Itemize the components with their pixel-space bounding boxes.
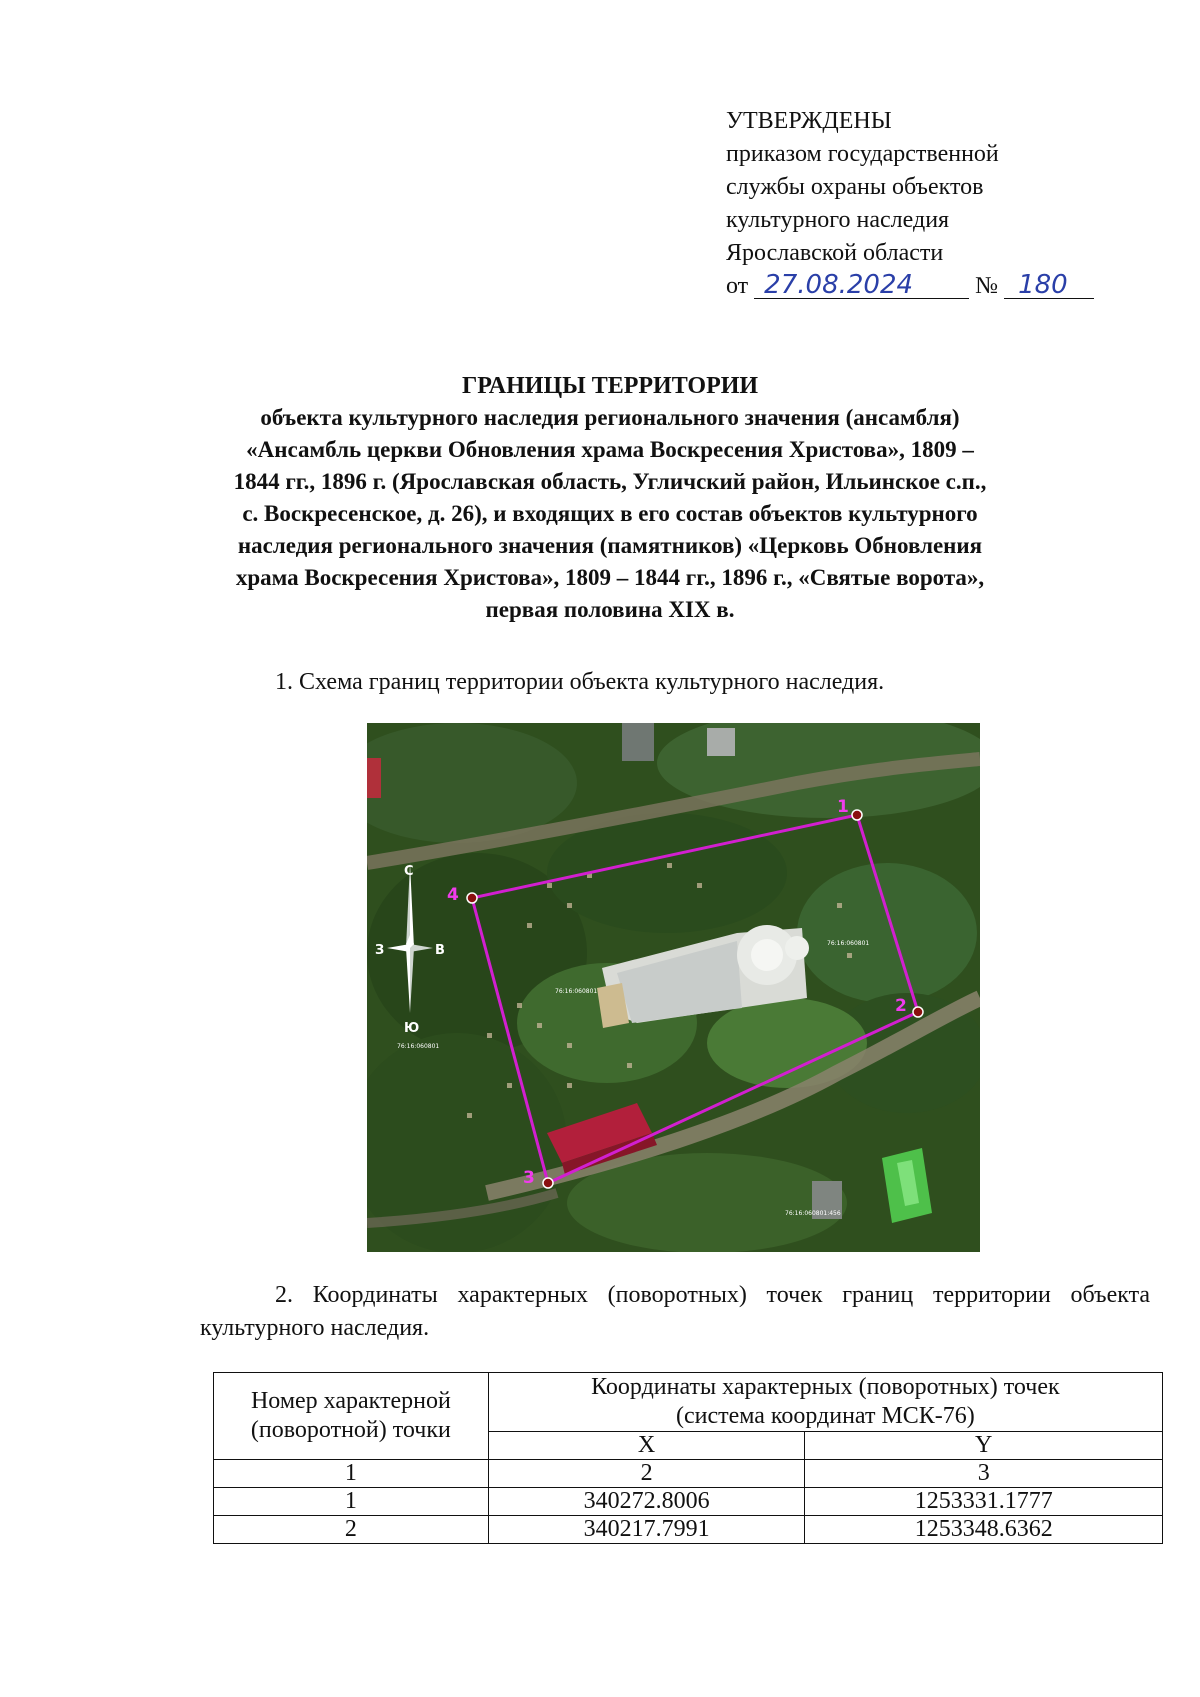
approval-line: службы охраны объектов — [726, 174, 984, 200]
numbering-cell: 1 — [214, 1460, 489, 1488]
table-header-row — [214, 1373, 1163, 1432]
y-coordinate-cell: 1253331.1777 — [805, 1488, 1163, 1516]
approval-line: Ярославской области — [726, 240, 944, 266]
header-x: X — [488, 1432, 805, 1460]
x-coordinate-cell: 340272.8006 — [488, 1488, 805, 1516]
point-label-2: 2 — [895, 996, 907, 1016]
order-date-number-line — [726, 270, 1094, 303]
table-numbering-row — [214, 1460, 1163, 1488]
compass-north: С — [404, 864, 414, 879]
boundary-point-3 — [543, 1178, 553, 1188]
section-2-heading: 2. Координаты характерных (поворотных) точек границ территории объекта культурного наследия. — [200, 1282, 1150, 1341]
from-label: от — [726, 273, 749, 299]
y-coordinate-cell: 1253348.6362 — [805, 1516, 1163, 1544]
handwritten-date: 27.08.2024 — [754, 272, 969, 299]
title-line: 1844 гг., 1896 г. (Ярославская область, Угличский район, Ильинское с.п., — [233, 469, 987, 494]
handwritten-order-number: 180 — [1004, 272, 1094, 299]
compass-west: З — [375, 943, 385, 958]
header-coordinates — [488, 1373, 1162, 1432]
parcel-label: 76:16:060801 — [397, 1043, 440, 1050]
table-row — [214, 1488, 1163, 1516]
parcel-label: 76:16:060801 — [827, 940, 870, 947]
x-coordinate-cell: 340217.7991 — [488, 1516, 805, 1544]
table-row — [214, 1516, 1163, 1544]
point-label-1: 1 — [837, 797, 849, 817]
title-line: наследия регионального значения (памятников) «Церковь Обновления — [237, 533, 983, 558]
coordinates-table — [213, 1372, 1163, 1544]
compass-east: В — [435, 943, 445, 958]
parcel-label: 76:16:060801:456 — [785, 1210, 841, 1217]
approval-line: приказом государственной — [726, 141, 999, 167]
title-line: с. Воскресенское, д. 26), и входящих в его состав объектов культурного — [242, 501, 978, 526]
boundary-point-1 — [852, 810, 862, 820]
satellite-map-image — [367, 723, 980, 1252]
section-1-heading: 1. Схема границ территории объекта культурного наследия. — [275, 669, 885, 695]
boundary-point-2 — [913, 1007, 923, 1017]
header-point-number: Номер характерной (поворотной) точки — [214, 1373, 489, 1460]
title-line: первая половина XIX в. — [485, 597, 735, 622]
number-label: № — [975, 273, 999, 299]
title-line: объекта культурного наследия регионального значения (ансамбля) — [260, 405, 960, 430]
approved-heading: УТВЕРЖДЕНЫ — [726, 108, 892, 134]
parcel-label: 76:16:060801 — [555, 988, 598, 995]
document-title — [180, 370, 1040, 626]
header-coordinates-line-1: Координаты характерных (поворотных) точек — [591, 1374, 1060, 1400]
title-line: «Ансамбль церкви Обновления храма Воскресения Христова», 1809 – — [246, 437, 974, 462]
header-coordinates-line-2: (система координат МСК-76) — [675, 1403, 975, 1429]
approval-line: культурного наследия — [726, 207, 950, 233]
point-number-cell: 1 — [214, 1488, 489, 1516]
header-y: Y — [805, 1432, 1163, 1460]
numbering-cell: 2 — [488, 1460, 805, 1488]
approval-stamp-block — [726, 105, 1094, 303]
boundary-point-4 — [467, 893, 477, 903]
point-number-cell: 2 — [214, 1516, 489, 1544]
title-line: храма Воскресения Христова», 1809 – 1844 гг., 1896 г., «Святые ворота», — [235, 565, 985, 590]
point-label-4: 4 — [447, 885, 459, 905]
point-label-3: 3 — [523, 1168, 535, 1188]
boundary-map — [367, 723, 980, 1252]
title-main: ГРАНИЦЫ ТЕРРИТОРИИ — [461, 373, 759, 399]
numbering-cell: 3 — [805, 1460, 1163, 1488]
compass-south: Ю — [404, 1021, 420, 1036]
